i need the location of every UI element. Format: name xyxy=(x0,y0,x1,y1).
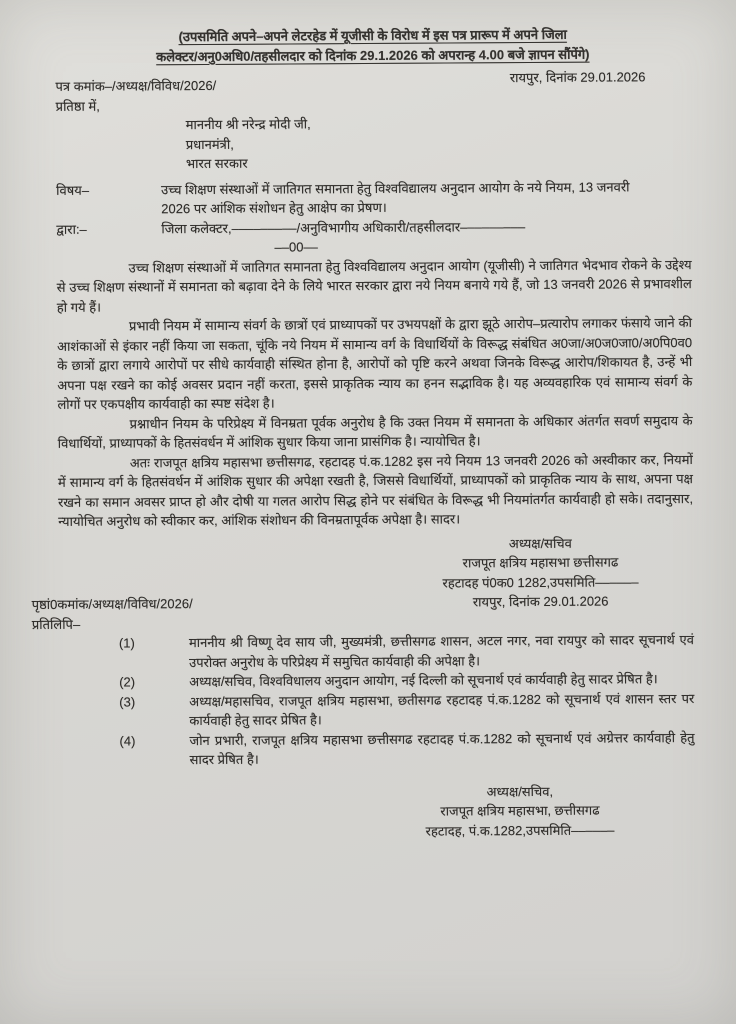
copy-label: प्रतिलिपि– xyxy=(31,616,81,632)
salutation-label: प्रतिष्ठा में, xyxy=(55,98,100,114)
signature-block-2 xyxy=(399,781,641,841)
via-label: द्वारा:– xyxy=(56,221,87,237)
copy-item-text: जोन प्रभारी, राजपूत क्षत्रिय महासभा छत्तीसगढ रहटादह पं.क.1282 को सूचनार्थ एवं अग्रेत्तर कार्यवाही हेतु सादर प्रेषित है। xyxy=(189,729,695,768)
copy-item-number: (3) xyxy=(119,693,136,710)
body-paragraph-3: प्रश्नाधीन नियम के परिप्रेक्ष्य में विनम्रता पूर्वक अनुरोध है कि उक्त नियम में समानता के अधिकार अंतर्गत सवर्ण समुदाय के विधार्थियों, प्राध्यापकों के हितसंवर्धन में आंशिक सुधार किया जाना प्रासंगिक है। न्यायोचित है। xyxy=(57,412,693,451)
copy-list xyxy=(59,630,695,770)
signature-place-date: रायपुर, दिनांक 29.01.2026 xyxy=(472,593,609,610)
recipient-designation: प्रधानमंत्री, xyxy=(185,136,234,152)
copy-item xyxy=(59,728,694,771)
recipient-name: माननीय श्री नरेन्द्र मोदी जी, xyxy=(185,116,311,133)
endorsement-number: पृष्ठां0कमांक/अध्यक्ष/विविध/2026/ xyxy=(31,596,193,613)
copy-item xyxy=(59,630,694,673)
copy-item-text: माननीय श्री विष्णू देव साय जी, मुख्यमंत्री, छत्तीसगढ शासन, अटल नगर, नवा रायपुर को सादर सूचनार्थ एवं उपरोक्त अनुरोध के परिप्रेक्ष्य में समुचित कार्यवाही की अपेक्षा है। xyxy=(188,632,694,670)
via-row xyxy=(56,216,691,239)
subject-label: विषय– xyxy=(56,182,90,198)
body-paragraph-2: प्रभावी नियम में सामान्य संवर्ग के छात्रों एवं प्राध्यापकों पर उभयपक्षों के द्वारा झूठे आरोप–प्रत्यारोप लगाकर फंसाये जाने की आशंकाओं से इंकार नहीं किया जा सकता, चूंकि नये नियम में सामान्य वर्ग के विधार्थियों के विरूद्ध संबंधित अ0जा/अ0ज0जा0/अ0पि0व0 के छात्रों द्वारा लगाये आरोपों पर सीधे कार्यवाही संस्थित होना है, आरोपों को पृष्टि करने अथवा जिनके विरूद्ध आरोप/शिकायत है, उन्हें भी अपना पक्ष रखने का कोई अवसर प्रदान नहीं करता, इससे प्राकृतिक न्याय का हनन सद्भाविक है। यह अव्यवहारिक एवं सामान्य संवर्ग के लोगों पर एकपक्षीय कार्यवाही का स्पष्ट संदेश है। xyxy=(57,315,693,412)
copy-item xyxy=(59,689,694,732)
copy-item-number: (2) xyxy=(119,674,136,690)
header-note xyxy=(55,24,690,67)
header-note-line1: (उपसमिति अपने–अपने लेटरहेड में यूजीसी के विरोध में इस पत्र प्रारूप में अपने जिला xyxy=(178,26,567,45)
signatory-designation: अध्यक्ष/सचिव xyxy=(508,535,572,551)
signatory-organization: राजपूत क्षत्रिय महासभा छत्तीसगढ xyxy=(462,554,619,571)
place-date: रायपुर, दिनांक 29.01.2026 xyxy=(509,69,646,86)
header-note-line2: कलेक्टर/अनु0अधि0/तहसीलदार को दिनांक 29.1.2026 को अपरान्ह 4.00 बजे ज्ञापन सौंपेंगे) xyxy=(156,46,590,64)
subject-text: उच्च शिक्षण संस्थाओं में जातिगत समानता हेतु विश्वविद्यालय अनुदान आयोग के नये नियम, 13 जनवरी 2026 पर आंशिक संशोधन हेतु आक्षेप का प्रेषण। xyxy=(161,178,630,217)
copy-item-number: (1) xyxy=(118,635,135,651)
body-paragraph-1: उच्च शिक्षण संस्थाओं में जातिगत समानता हेतु विश्वविद्यालय अनुदान आयोग (यूजीसी) ने जातिगत भेदभाव रोकने के उद्देश्य से उच्च शिक्षण संस्थानों में समानता को बढ़ावा देने के लिये भारत सरकार द्वारा नये नियम बनाये गये हैं, जो 13 जनवरी 2026 से प्रभावशील हो गये हैं। xyxy=(56,256,692,315)
signatory-organization: राजपूत क्षत्रिय महासभा, छत्तीसगढ xyxy=(440,802,600,819)
copy-item-text: अध्यक्ष/सचिव, विश्वविधालय अनुदान आयोग, नई दिल्ली को सूचनार्थ एवं कार्यवाही हेतु सादर प्रेषित है। xyxy=(189,671,658,690)
via-text: जिला कलेक्टर,–––––––––/अनुविभागीय अधिकारी/तहसीलदार––––––––– xyxy=(161,218,526,236)
separator-00: ––00–– xyxy=(274,239,318,255)
recipient-block xyxy=(186,112,691,174)
body-paragraph-4: अतः राजपूत क्षत्रिय महासभा छत्तीसगढ, रहटादह पं.क.1282 इस नये नियम 13 जनवरी 2026 को अस्वीकार कर, नियमों में सामान्य वर्ग के हितसंवर्धन में आंशिक सुधार की अपेक्षा रखती है, जिससे विधार्थियों, प्राध्यापकों को प्राकृतिक न्याय के साथ, अपना पक्ष रखने का समान अवसर प्राप्त हो और दोषी या गलत आरोप सिद्ध होने पर संबंधित के विरूद्ध भी नियमांतर्गत कार्यवाही हो सके। तदानुसार, न्यायोचित अनुरोध को स्वीकार कर, आंशिक संशोधन की विनम्रतापूर्वक अपेक्षा है। सादर। xyxy=(57,451,694,529)
letter-number: पत्र कमांक–/अध्यक्ष/विविध/2026/ xyxy=(55,77,217,94)
recipient-organization: भारत सरकार xyxy=(185,155,248,172)
copy-item-text: अध्यक्ष/महासचिव, राजपूत क्षत्रिय महासभा, छतीसगढ रहटादह पं.क.1282 को सूचनार्थ एवं शासन स्तर पर कार्यवाही हेतु सादर प्रेषित है। xyxy=(189,690,695,729)
signatory-registration: रहटादह, पं.क.1282,उपसमिति–––––– xyxy=(425,822,615,839)
subject-row xyxy=(56,177,691,220)
signatory-registration: रहटादह पं0क0 1282,उपसमिति–––––– xyxy=(442,573,639,591)
copy-item-number: (4) xyxy=(119,732,136,749)
signatory-designation: अध्यक्ष/सचिव, xyxy=(486,783,554,799)
